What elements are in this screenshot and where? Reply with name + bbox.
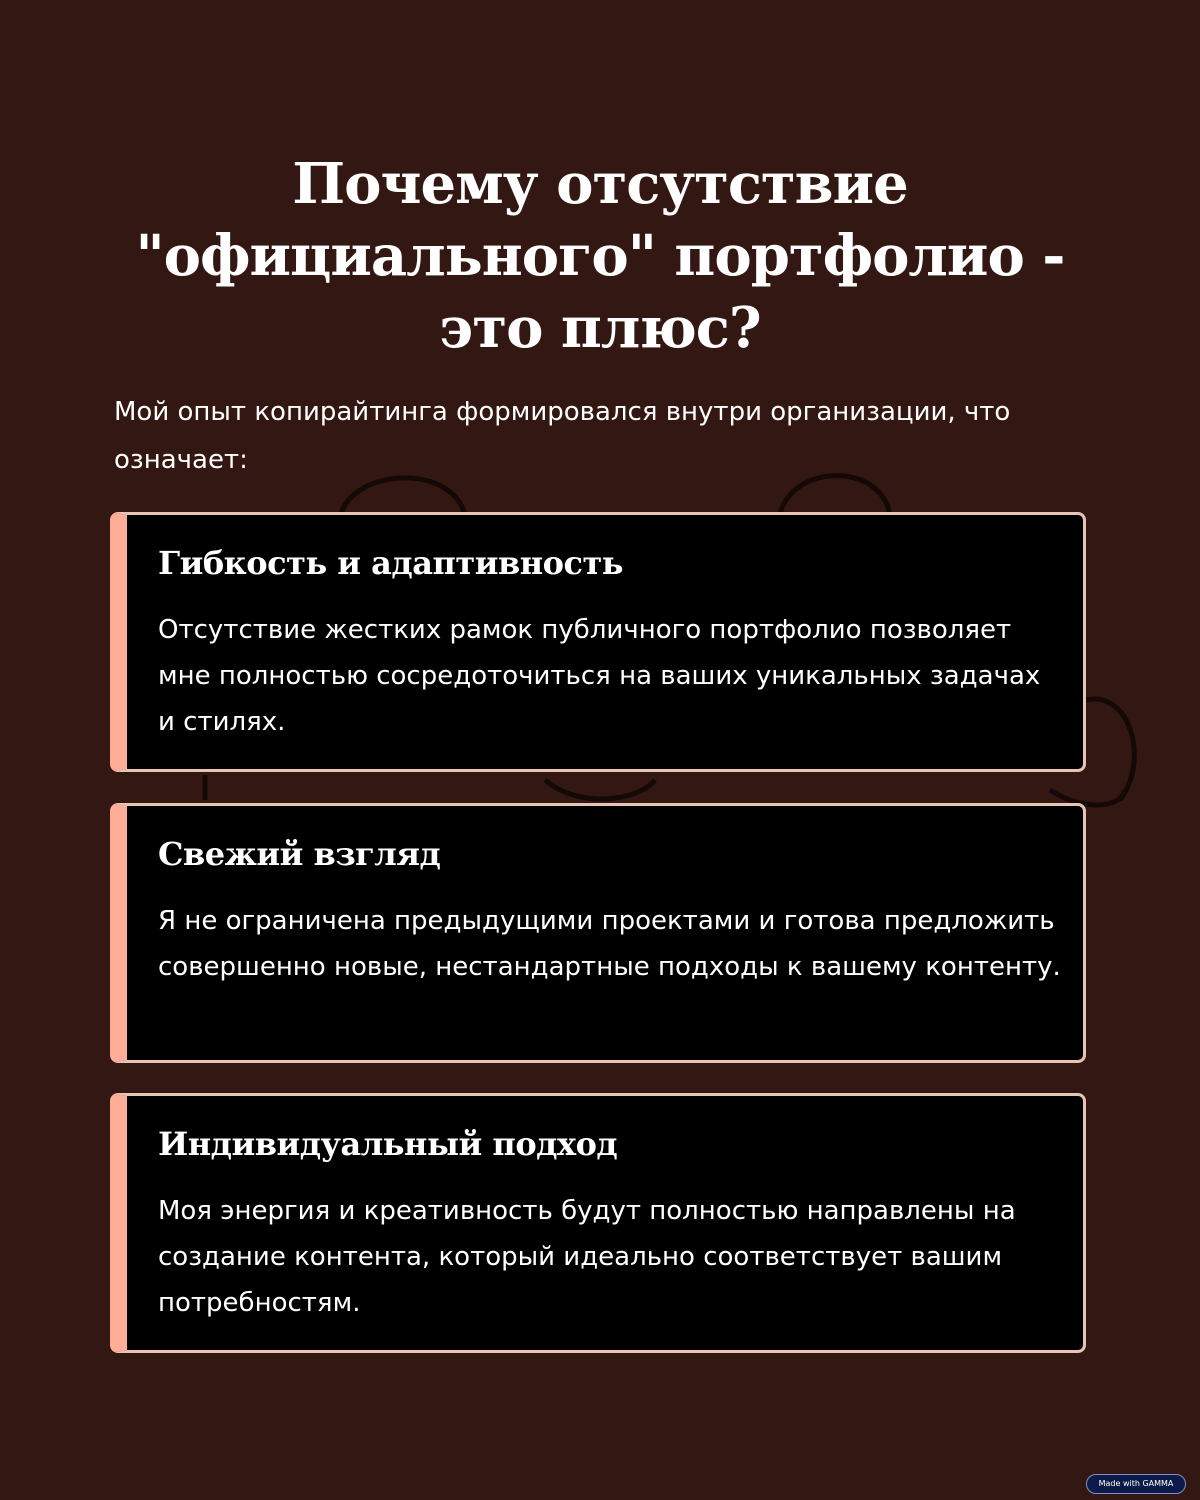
made-with-gamma-badge[interactable]: Made with GAMMA [1086,1474,1186,1494]
card-title: Свежий взгляд [158,835,441,873]
card-text: Я не ограничена предыдущими проектами и готова предложить совершенно новые, нестандартные подходы к вашему контенту. [158,906,1061,982]
title-line-2: "официального" портфолио - [135,223,1065,289]
card-individual-approach [110,1093,1086,1353]
page-title [100,148,1100,364]
card-text: Моя энергия и креативность будут полностью направлены на создание контента, который идеально соответствует вашим потребностям. [158,1196,1016,1318]
title-line-1: Почему отсутствие [292,151,908,217]
title-line-3: это плюс? [439,295,761,361]
intro-text: Мой опыт копирайтинга формировался внутри организации, что означает: [114,397,1011,475]
card-text: Отсутствие жестких рамок публичного портфолио позволяет мне полностью сосредоточиться на ваших уникальных задачах и стилях. [158,615,1041,737]
card-fresh-look [110,803,1086,1063]
card-title: Гибкость и адаптивность [158,544,623,582]
card-flexibility [110,512,1086,772]
card-title: Индивидуальный подход [158,1125,618,1163]
